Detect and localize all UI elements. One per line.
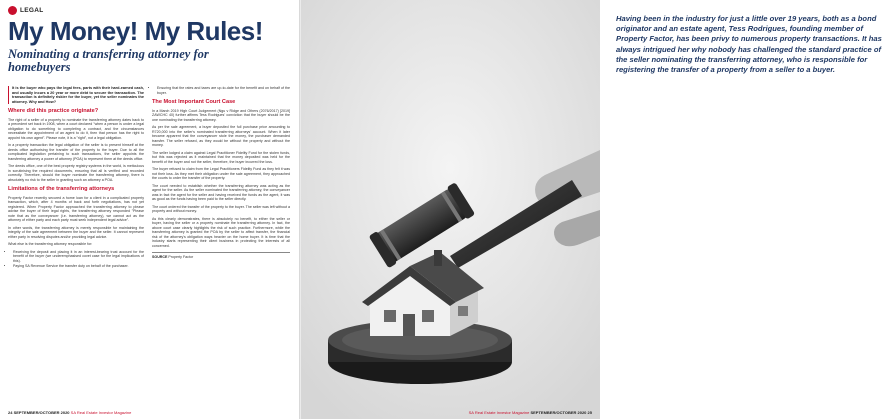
paragraph: The court ordered the transfer of the property to the buyer. The seller was left without a property and without money. — [152, 204, 290, 213]
source-value: Property Factor — [168, 255, 194, 259]
section-dot-icon — [8, 6, 17, 15]
lead-paragraph: It is the buyer who pays the legal fees, parts with their hard-earned cash, and usually incurs a 20 year or more debt to secure the transaction. The transaction is definitely riskier for the buyer, yet the seller nominates the attorney. Why and How? — [8, 86, 144, 104]
list-item: • Receiving the deposit and placing it in an interest-bearing trust account for the benefit of the buyer (we underemphasised covet case for the legal implications of this). — [13, 250, 144, 264]
article-column-2 — [152, 86, 290, 260]
footer-left — [8, 410, 131, 415]
left-page — [0, 0, 300, 419]
paragraph: In a property transaction the legal obligation of the seller is to present himself at the deeds office authorising the transfer of the property to the buyer. Due to all the complicated legislation pertaining to such transactions, the seller appoints the transferring attorney a power of attorney (POA) to represent them at the deeds office. — [8, 143, 144, 161]
list-item: • Paying SA Revenue Service the transfer duty on behalf of the purchaser. — [13, 264, 144, 269]
paragraph: In a March 2019 High Court Judgement (Ngu v Ridge and Others (2076/2017) [2019] ZAWCHC 40) further affirms Tess Rodrigues' conviction that the buyer should be the one nominating the transferring attorney. — [152, 108, 290, 122]
paragraph: Property Factor recently secured a home loan for a client in a complicated property transaction, which, after 4 months of back and forth negotiations, has not yet registered. When Property Factor approached the transferring attorney to please advise the buyer of their legal rights, the transferring attorney responded "Please note that as the conveyancer (i.e. transferring attorney), we cannot act as the attorney of either party and each party must seek independent legal advice". — [8, 195, 144, 223]
section-label: LEGAL — [20, 7, 44, 14]
list-item: • Ensuring that the rates and taxes are up-to-date for the benefit and on behalf of the buyer. — [157, 86, 290, 95]
page-number-left: 24 — [8, 410, 13, 415]
paragraph: The buyer refused to claim from the Legal Practitioners Fidelity Fund as they felt it was not their loss. As they met their obligation under the sale agreement, they approached the courts to order the transfer of the property. — [152, 167, 290, 180]
paragraph: The court needed to establish whether the transferring attorney was acting as the agent for the seller. As the seller nominated the transferring attorney, the conveyancer was in fact the agent for the seller and having received the funds as the agent, it was as good as the funds having been paid to the seller directly. — [152, 183, 290, 201]
article-title: My Money! My Rules! — [8, 16, 263, 46]
heading-origin: Where did this practice originate? — [8, 108, 99, 115]
issue-date-left: SEPTEMBER/OCTOBER 2020 — [13, 410, 70, 415]
responsibility-list-continued — [152, 86, 290, 95]
responsibility-list — [8, 250, 144, 269]
paragraph: As per the sale agreement, a buyer deposited the full purchase price amounting to R720,000 into the seller's nominated transferring attorneys' account. When it later became apparent that the conveyancer stole the money, the purchaser demanded transfer. The seller refused, as they would be without the property and without the money. — [152, 125, 290, 147]
paragraph: What else is the transferring attorney responsible for: — [8, 242, 93, 247]
right-page — [300, 0, 882, 419]
source-line — [152, 252, 290, 260]
magazine-name-right: SA Real Estate Investor Magazine — [468, 410, 530, 415]
paragraph: As this clearly demonstrates, there is absolutely no benefit, to either the seller or buyer, having the seller or a property nominate the transferring attorney. In fact, the above court case clearly highlights the risk of such practice. Furthermore, while the transferring attorney is granted the POA by the seller to affect transfer, the financial risk of the attorney's obligation ways heavier on the home buyer. It is time that the industry starts representing their client business in protecting the interests of all concerned. — [152, 216, 290, 248]
heading-limitations: Limitations of the transferring attorneys — [8, 186, 115, 193]
issue-date-right: SEPTEMBER/OCTOBER 2020 — [530, 410, 587, 415]
source-label: SOURCE — [152, 255, 168, 259]
article-column-1 — [8, 86, 144, 272]
page-gutter — [299, 0, 301, 419]
magazine-name-left: SA Real Estate Investor Magazine — [70, 410, 132, 415]
paragraph: The seller lodged a claim against Legal Practitioner Fidelity Fund for the stolen funds, but this was rejected as it maintained that the money deposited was held for the benefit of the buyer and not the seller, therefore, the buyer incurred the loss. — [152, 150, 290, 164]
article-subtitle: Nominating a transferring attorney for homebuyers — [8, 47, 209, 74]
gavel-house-illustration — [300, 0, 600, 419]
paragraph: In other words, the transferring attorney is merely responsible for maintaining the integrity of the sale agreement between the buyer and the seller. It cannot represent either party in resolving disputes and/or providing legal advice. — [8, 225, 144, 239]
footer-right — [469, 410, 592, 415]
pull-quote: Having been in the industry for just a little over 19 years, both as a bond originator and an estate agent, Tess Rodrigues, founding member of Property Factor, has been privy to numerous property transactions. It has always intrigued her why nobody has challenged the standard practice of the seller nominating the transferring attorney, who is responsible for registering the transfer of a property from a seller to a buyer. — [616, 14, 882, 75]
heading-court-case: The Most Important Court Case — [152, 99, 236, 105]
paragraph: The deeds office, one of the best property registry systems in the world, is meticulous in scrutinising the required documents, ensuring that all is verified and recorded correctly. Therefore, should the buyer nominate the transferring attorney, there is absolutely no risk to the seller in granting such an attorney a POA. — [8, 164, 144, 182]
section-tag — [8, 6, 44, 15]
paragraph: The right of a seller of a property to nominate the transferring attorney dates back to a precedent set back in 1908, when a court declared "when a person is under a legal obligation to do something to completing a contract, and the circumstances necessitate the appointment of an agent to do it, then that person has the right to appoint his own agent". Please note, it is a "right", not a legal obligation. — [8, 117, 144, 140]
page-number-right: 25 — [587, 410, 592, 415]
